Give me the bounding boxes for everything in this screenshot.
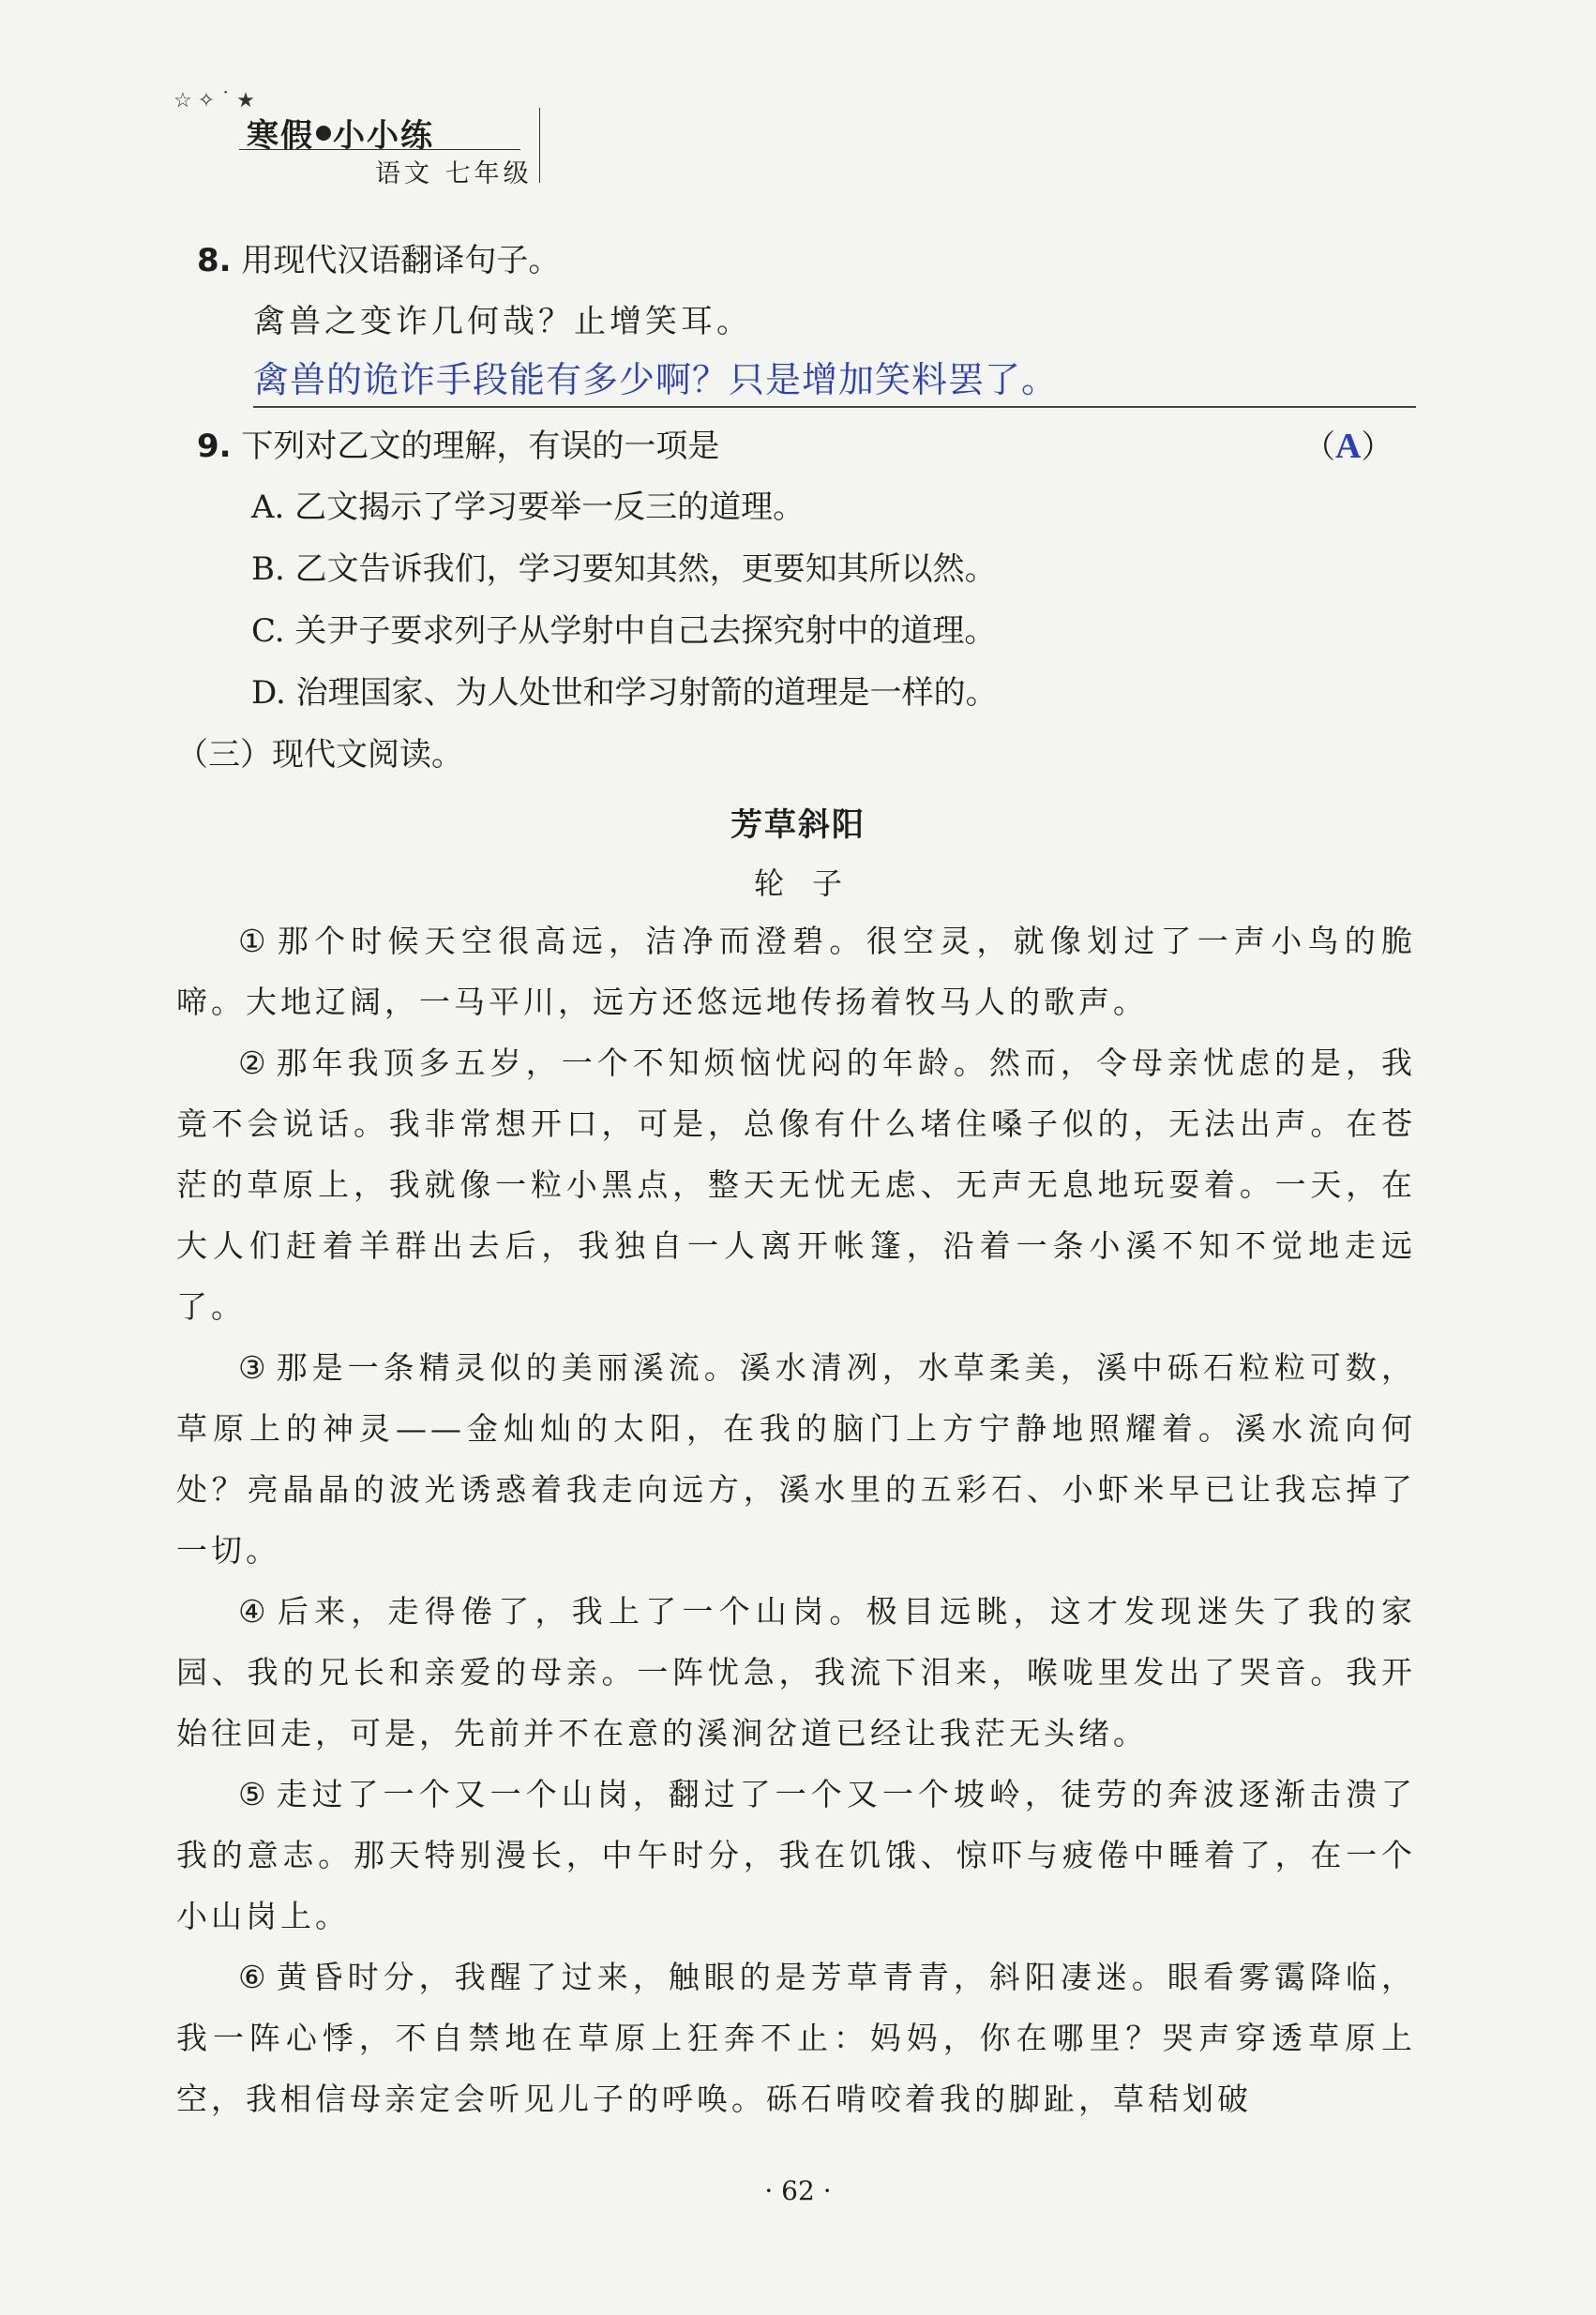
option-a: A. 乙文揭示了学习要举一反三的道理。 xyxy=(251,489,806,526)
header-vertical-rule xyxy=(539,108,540,183)
question-8-sentence: 禽兽之变诈几何哉？止增笑耳。 xyxy=(253,303,752,340)
answer-open-paren: （ xyxy=(1303,428,1335,466)
option-d: D. 治理国家、为人处世和学习射箭的道理是一样的。 xyxy=(251,674,998,712)
paragraph-text: 那个时候天空很高远，洁净而澄碧。很空灵，就像划过了一声小鸟的脆啼。大地辽阔，一马平川，远方还悠远地传扬着牧马人的歌声。 xyxy=(176,923,1416,1020)
answer-close-paren: ） xyxy=(1361,428,1393,466)
article-author: 轮子 xyxy=(753,865,870,901)
question-8-number: 8. xyxy=(197,242,232,279)
question-8-text: 用现代汉语翻译句子。 xyxy=(241,242,561,279)
paragraph-text: 走过了一个又一个山岗，翻过了一个又一个坡岭，徒劳的奔波逐渐击溃了我的意志。那天特别漫长，中午时分，我在饥饿、惊吓与疲倦中睡着了，在一个小山岗上。 xyxy=(176,1776,1417,1934)
book-brand-b: 小小练 xyxy=(333,117,434,155)
paragraph-number: ② xyxy=(238,1045,277,1081)
question-9-text: 下列对乙文的理解，有误的一项是 xyxy=(241,428,720,465)
book-subtitle: 语文 七年级 xyxy=(375,159,533,188)
paragraph-text: 黄昏时分，我醒了过来，触眼的是芳草青青，斜阳凄迷。眼看雾霭降临，我一阵心悸，不自禁地在草原上狂奔不止：妈妈，你在哪里？哭声穿透草原上空，我相信母亲定会听见儿子的呼唤。砾石啃咬着我的脚趾，草秸划破 xyxy=(176,1959,1417,2117)
paragraph-4 xyxy=(176,1581,1416,1764)
header-rule xyxy=(239,149,520,150)
question-9-answer-box xyxy=(1303,428,1393,466)
paragraph-text: 那是一条精灵似的美丽溪流。溪水清冽，水草柔美，溪中砾石粒粒可数，草原上的神灵——金灿灿的太阳，在我的脑门上方宁静地照耀着。溪水流向何处？亮晶晶的波光诱惑着我走向远方，溪水里的五彩石、小虾米早已让我忘掉了一切。 xyxy=(176,1349,1417,1569)
option-b: B. 乙文告诉我们，学习要知其然，更要知其所以然。 xyxy=(251,550,997,588)
option-c: C. 关尹子要求列子从学射中自己去探究射中的道理。 xyxy=(251,612,997,650)
question-8-prompt xyxy=(197,242,560,279)
paragraph-number: ① xyxy=(238,923,278,959)
page-header xyxy=(173,89,567,192)
paragraph-number: ⑥ xyxy=(238,1959,277,1995)
brand-dot-icon xyxy=(316,126,331,141)
question-9-prompt xyxy=(197,428,719,465)
paragraph-number: ③ xyxy=(238,1349,277,1386)
paragraph-3 xyxy=(176,1337,1416,1581)
question-9-number: 9. xyxy=(197,428,232,465)
section-heading: （三）现代文阅读。 xyxy=(176,736,463,774)
stars-decoration-icon: ☆✧˙★ xyxy=(173,89,261,113)
paragraph-5 xyxy=(176,1764,1416,1947)
paragraph-text: 后来，走得倦了，我上了一个山岗。极目远眺，这才发现迷失了我的家园、我的兄长和亲爱的母亲。一阵忧急，我流下泪来，喉咙里发出了哭音。我开始往回走，可是，先前并不在意的溪涧岔道已经让我茫无头绪。 xyxy=(176,1593,1416,1751)
book-brand-a: 寒假 xyxy=(247,117,314,155)
question-9-answer: A xyxy=(1335,427,1362,466)
question-8-answer: 禽兽的诡诈手段能有多少啊？只是增加笑料罢了。 xyxy=(253,359,1059,400)
paragraph-number: ④ xyxy=(238,1593,278,1630)
paragraph-6 xyxy=(176,1947,1416,2129)
paragraph-1 xyxy=(176,910,1416,1032)
paragraph-number: ⑤ xyxy=(238,1776,277,1812)
answer-underline xyxy=(253,406,1416,408)
paragraph-2 xyxy=(176,1032,1416,1337)
page-number: · 62 · xyxy=(764,2175,832,2206)
article-title: 芳草斜阳 xyxy=(730,806,866,844)
paragraph-text: 那年我顶多五岁，一个不知烦恼忧闷的年龄。然而，令母亲忧虑的是，我竟不会说话。我非常想开口，可是，总像有什么堵住嗓子似的，无法出声。在苍茫的草原上，我就像一粒小黑点，整天无忧无虑、无声无息地玩耍着。一天，在大人们赶着羊群出去后，我独自一人离开帐篷，沿着一条小溪不知不觉地走远了。 xyxy=(176,1045,1417,1325)
